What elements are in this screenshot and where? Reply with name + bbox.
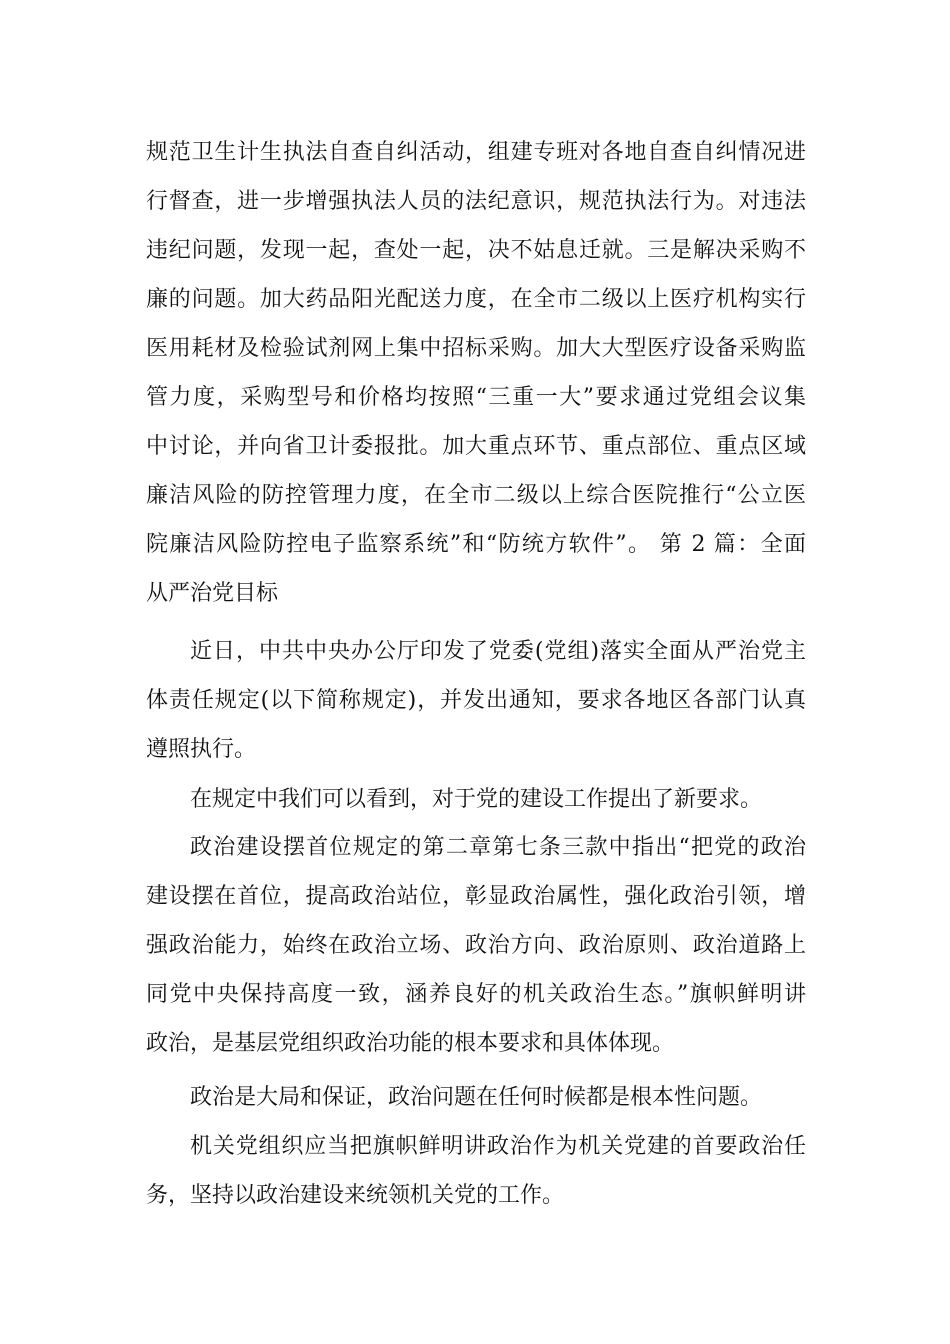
paragraph-line: 政治是大局和保证，政治问题在任何时候都是根本性问题。 [190, 1085, 763, 1110]
paragraph-line: 建设摆在首位，提高政治站位，彰显政治属性，强化政治引领，增 [146, 884, 806, 909]
paragraph-4 [146, 823, 806, 1068]
paragraph-3 [146, 775, 806, 824]
paragraph-line: 政治，是基层党组织政治功能的根本要求和具体体现。 [146, 1031, 675, 1056]
paragraph-line: 医用耗材及检验试剂网上集中招标采购。加大大型医疗设备采购监 [146, 336, 806, 361]
paragraph-2 [146, 627, 806, 774]
paragraph-1 [146, 128, 806, 618]
paragraph-line: 中讨论，并向省卫计委报批。加大重点环节、重点部位、重点区域 [146, 434, 806, 459]
paragraph-line: 同党中央保持高度一致，涵养良好的机关政治生态。”旗帜鲜明讲 [146, 982, 806, 1007]
paragraph-line: 强政治能力，始终在政治立场、政治方向、政治原则、政治道路上 [146, 933, 806, 958]
paragraph-line: 务，坚持以政治建设来统领机关党的工作。 [146, 1183, 565, 1208]
paragraph-line: 廉洁风险的防控管理力度，在全市二级以上综合医院推行“公立医 [146, 483, 806, 508]
paragraph-line: 违纪问题，发现一起，查处一起，决不姑息迁就。三是解决采购不 [146, 238, 806, 263]
paragraph-line: 院廉洁风险防控电子监察系统”和“防统方软件”。 第 2 篇：全面 [146, 532, 806, 557]
paragraph-line: 近日，中共中央办公厅印发了党委(党组)落实全面从严治党主 [190, 639, 806, 664]
paragraph-5 [146, 1073, 806, 1122]
paragraph-line: 行督查，进一步增强执法人员的法纪意识，规范执法行为。对违法 [146, 189, 806, 214]
paragraph-line: 体责任规定(以下简称规定)，并发出通知，要求各地区各部门认真 [146, 688, 806, 713]
paragraph-line: 政治建设摆首位规定的第二章第七条三款中指出“把党的政治 [190, 835, 806, 860]
paragraph-line: 遵照执行。 [146, 737, 257, 762]
paragraph-line: 管力度，采购型号和价格均按照“三重一大”要求通过党组会议集 [146, 385, 806, 410]
paragraph-line: 机关党组织应当把旗帜鲜明讲政治作为机关党建的首要政治任 [190, 1134, 806, 1159]
paragraph-6 [146, 1122, 806, 1220]
paragraph-line: 在规定中我们可以看到，对于党的建设工作提出了新要求。 [190, 787, 763, 812]
paragraph-line: 从严治党目标 [146, 581, 279, 606]
paragraph-line: 廉的问题。加大药品阳光配送力度，在全市二级以上医疗机构实行 [146, 287, 806, 312]
paragraph-line: 规范卫生计生执法自查自纠活动，组建专班对各地自查自纠情况进 [146, 140, 806, 165]
